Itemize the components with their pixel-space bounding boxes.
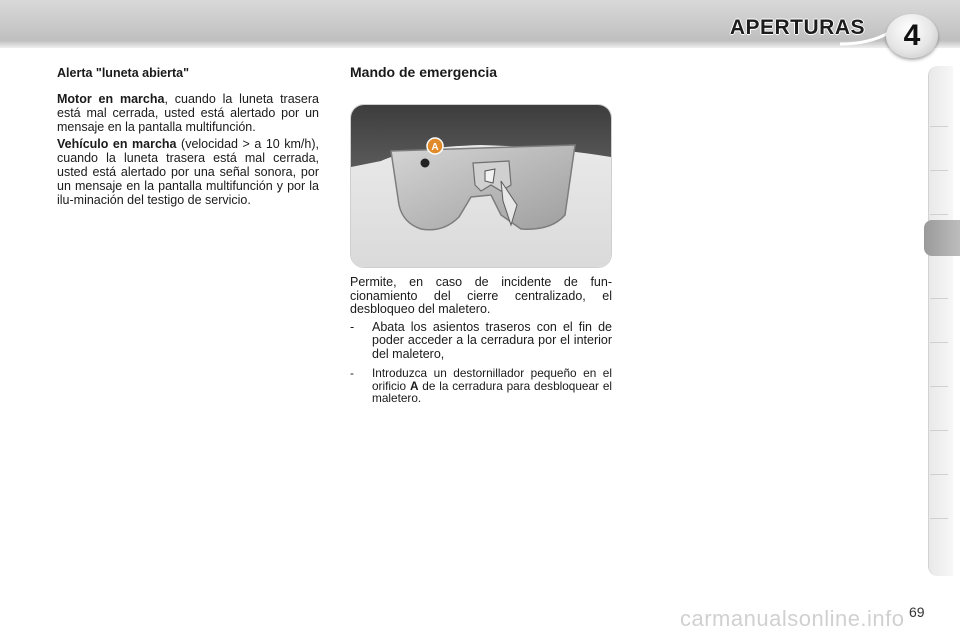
tab-divider [930, 214, 948, 215]
tab-divider [930, 386, 948, 387]
tab-divider [930, 474, 948, 475]
list-item [350, 367, 612, 405]
right-column-heading [350, 66, 612, 80]
tab-active-chapter[interactable] [924, 220, 960, 256]
paragraph-motor-en-marcha: Motor en marcha, cuando la luneta trasera está mal cerrada, usted está alertado por un mensaje en la pantalla multifunción. [57, 92, 319, 134]
right-column-body [350, 276, 612, 411]
chapter-number: 4 [903, 19, 921, 52]
tab-divider [930, 126, 948, 127]
watermark: carmanualsonline.info [680, 606, 905, 631]
list-item [350, 321, 612, 362]
paragraph-vehiculo-en-marcha: Vehículo en marcha (velocidad > a 10 km/h), cuando la luneta trasera está mal cerrada, usted está alertado por una señal sonora, por un mensaje en la pantalla multifunción y por la ilu-minación del testigo de servicio. [57, 137, 319, 207]
tab-divider [930, 430, 948, 431]
list-item-text: Introduzca un destornillador pequeño en el orificio A de la cerradura para desbloquear el maletero. [372, 366, 613, 405]
trunk-lock-drawing [351, 105, 611, 267]
list-dash: - [350, 319, 355, 334]
bold-term: Vehículo en marcha [57, 137, 177, 151]
trunk-lock-illustration [350, 104, 612, 268]
tab-divider [930, 170, 948, 171]
emergencia-intro: Permite, en caso de incidente de fun-cionamiento del cierre centralizado, el desbloqueo del maletero. [350, 275, 612, 316]
tab-divider [930, 518, 948, 519]
chapter-tabs [928, 66, 953, 576]
left-column [57, 66, 319, 210]
marker-label-a: A [431, 142, 439, 153]
list-dash: - [350, 366, 354, 380]
bold-marker-a: A [409, 378, 419, 393]
list-item-text: Abata los asientos traseros con el fin de poder acceder a la cerradura por el interior del maletero, [372, 319, 612, 361]
chapter-title: APERTURAS [729, 16, 865, 39]
section-heading-emergencia: Mando de emergencia [350, 64, 498, 80]
section-heading-luneta: Alerta "luneta abierta" [57, 66, 190, 80]
tab-divider [930, 298, 948, 299]
header-shade [0, 40, 960, 48]
page-number: 69 [909, 604, 925, 620]
bold-term: Motor en marcha [57, 92, 165, 106]
chapter-badge [886, 14, 938, 58]
tab-divider [930, 342, 948, 343]
